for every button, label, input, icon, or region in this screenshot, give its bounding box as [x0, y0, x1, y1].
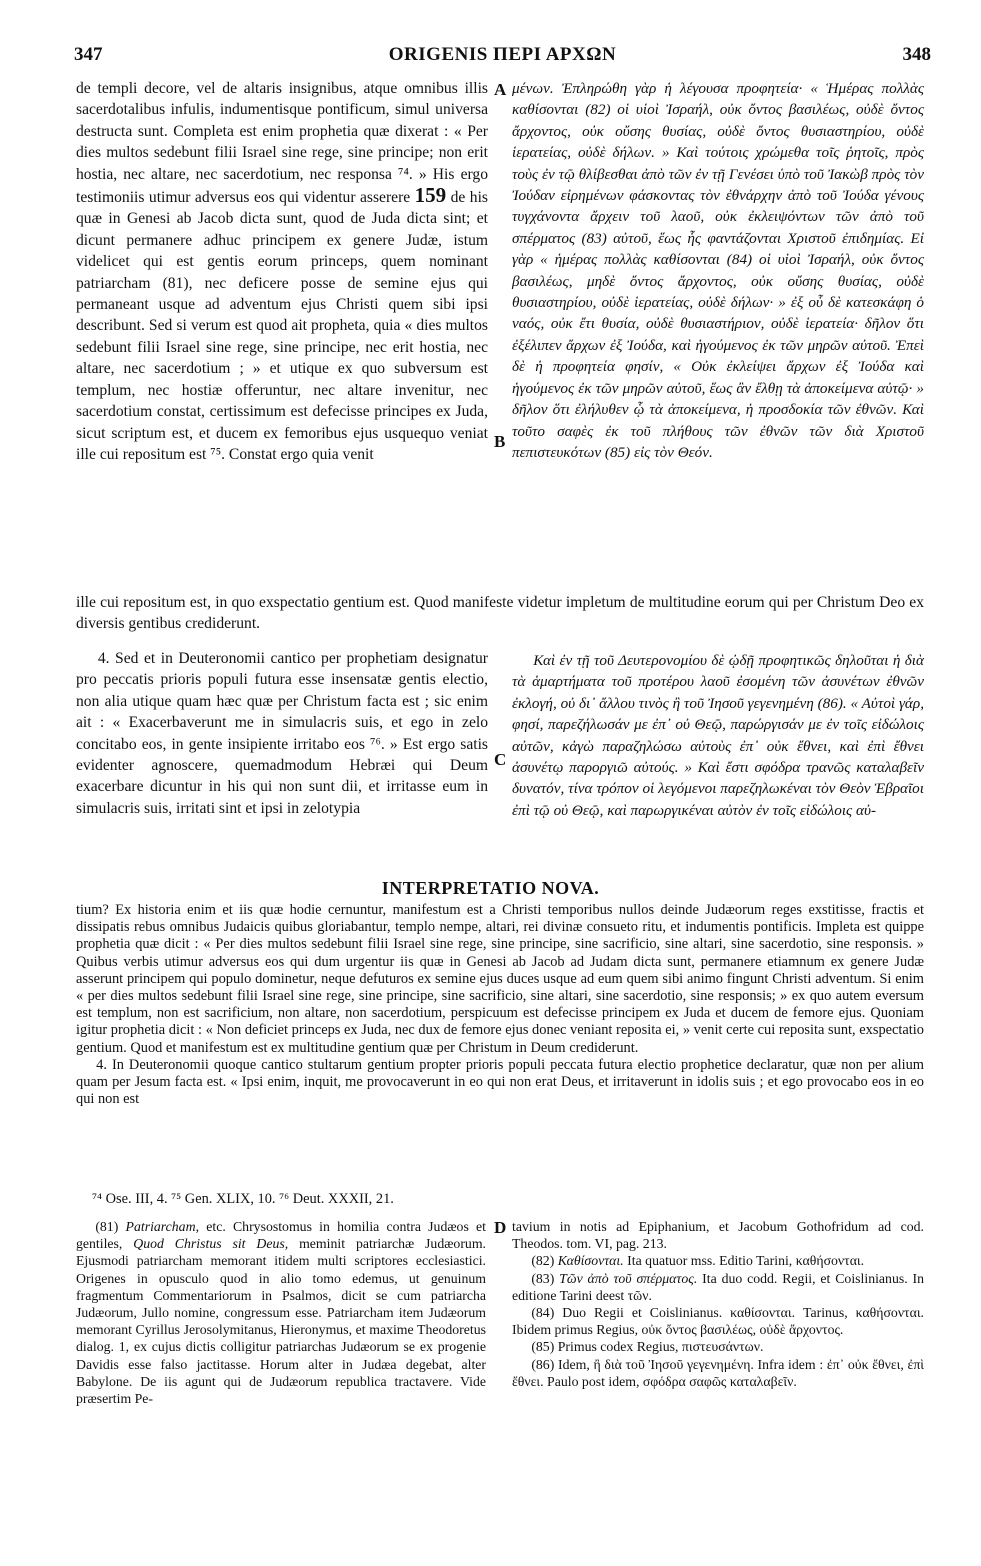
footnotes-left — [76, 1218, 486, 1407]
footnote-81-continued: tavium in notis ad Epiphanium, et Jacobum Gothofridum ad cod. Theodos. tom. VI, pag. 213. — [512, 1219, 924, 1252]
footnote-81 — [76, 1218, 486, 1407]
latin-text-part1: de templi decore, vel de altaris insignibus, atque omnibus illis sacerdotalibus infulis, indumentisque pontificum, simul universa destructa sunt. Completa est enim prophetia quæ dixerat : « Per dies multos sedebunt filii Israel sine rege, sine principe; non erit hostia, nec altare, nec sacerdotium, nec responsa ⁷⁴. » His ergo testimoniis utimur adversus eos qui videntur asserere — [76, 80, 488, 207]
footnote-82-label: (82) — [531, 1253, 555, 1269]
footnote-83 — [512, 1270, 924, 1304]
running-header — [74, 44, 931, 74]
running-title: ORIGENIS ΠΕΡΙ ΑΡΧΩΝ — [388, 44, 617, 65]
footnote-83-label: (83) — [531, 1270, 555, 1286]
section-marker-b: B — [494, 432, 506, 451]
footnote-82-word: Καθίσονται. — [557, 1253, 624, 1269]
page-number-left: 347 — [74, 44, 103, 65]
footnote-83-text: Ita duo codd. Regii, et Coislinianus. In editione Tarini deest τῶν. — [512, 1270, 925, 1303]
footnote-81-word: Patriarcham — [125, 1219, 196, 1234]
footnote-81-title: Quod Christus sit Deus, — [133, 1236, 289, 1252]
footnote-81-label: (81) — [95, 1219, 119, 1234]
greek-column-lower — [512, 650, 924, 821]
footnote-85: (85) Primus codex Regius, πιστευσάντων. — [531, 1339, 764, 1355]
footnote-81-text-a: , etc. Chrysostomus in homilia contra Judæos et gentiles, — [76, 1219, 486, 1252]
footnote-83-word: Τῶν ἀπὸ τοῦ σπέρματος. — [559, 1270, 698, 1286]
footnote-86: (86) Idem, ἢ διὰ τοῦ Ἰησοῦ γεγενημένη. Infra idem : ἐπ᾽ οὐκ ἔθνει, ἐπὶ ἔθνει. Paulo post idem, σφόδρα σαφῶς καταλαβεῖν. — [512, 1356, 924, 1389]
greek-paragraph-4: Καὶ ἐν τῇ τοῦ Δευτερονομίου δὲ ᾠδῇ προφητικῶς δηλοῦται ἡ διὰ τὰ ἁμαρτήματα τοῦ προτέρου λαοῦ ἐσομένη τῶν ἀσυνέτων ἐθνῶν ἐκλογή, οὐ δι᾽ ἄλλου τινὸς ἢ τοῦ Ἰησοῦ γεγενημένη (86). « Αὐτοὶ γάρ, φησί, παρεζήλωσάν με ἐπ᾽ οὐ Θεῷ, παρώργισάν με ἐν τοῖς εἰδώλοις αὐτῶν, κἀγὼ παραζηλώσω αὐτοὺς ἐπ᾽ οὐκ ἔθνει, καὶ ἐπὶ ἔθνει ἀσυνέτῳ παροργιῶ αὐτούς. » Καὶ ἔστι σφόδρα τρανῶς καταλαβεῖν δυνατόν, τίνα τρόπον οἱ λεγόμενοι παρεζηλωκέναι τὸν Θεὸν Ἑβραῖοι ἐπὶ τῷ οὐ Θεῷ, καὶ παρωργικέναι αὐτὸν ἐν τοῖς εἰδώλοις αὐ- — [512, 652, 924, 819]
interpretatio-paragraph-1: tium? Ex historia enim et iis quæ hodie cernuntur, manifestum est a Christi temporibus nullos deinde Judæorum reges exstitisse, fractis et dissipatis rebus omnibus Judaicis quibus gloriabantur, templo nempe, altari, rei divinæ consueto ritu, et indumentis pontificis. Impleta est quippe prophetia quæ dicit : « Per dies multos sedebunt filii Israel sine rege, sine principe, sine sacrificio, sine altari, sine sacerdotio, sine responsis. » Quibus verbis utimur adversus eos qui dum urgentur iis quæ in Genesi ab Jacob ad Judam dicta sunt, permanere etiamnum ex genere Judæ asserunt principem qui populo dominetur, neque defuturos ex semine ejus duces usque ad eum quem sibi animo fingunt Christi adventum. Si enim « per dies multos sedebunt filii Israel sine rege, sine principe, sine sacrificio, sine altari, sine sacerdotio, sine responsis; » ex quo autem eversum est templum, non est sacrificium, non altare, non sacerdotium, perspicuum est defecisse principem ex Juda et ducem de femore ejus. Quoniam igitur prophetia dicit : « Non deficiet princeps ex Juda, nec dux de femore ejus donec veniant reposita ei, » venit certe cui reposita sunt, exspectatio gentium. Quod et manifestum est ex multitudine gentium quæ per Christum in Deum crediderunt. — [76, 902, 924, 1056]
greek-column-upper: μένων. Ἐπληρώθη γὰρ ἡ λέγουσα προφητεία· « Ἡμέρας πολλὰς καθίσονται (82) οἱ υἱοὶ Ἰσραήλ, οὐκ ὄντος βασιλέως, οὐδὲ ὄντος ἄρχοντος, οὐκ οὔσης θυσίας, οὐδὲ ὄντος θυσιαστηρίου, οὐδὲ ἱερατείας, οὐδὲ δήλων. » Καὶ τούτοις χρώμεθα τοῖς ῥητοῖς, πρὸς τοὺς ἐν τῷ θλίβεσθαι ἀπὸ τῶν ἐν τῇ Γενέσει ὑπὸ τοῦ Ἰακὼβ πρὸς τὸν Ἰούδαν εἰρημένων φάσκοντας τὸν ἐθνάρχην ἀπὸ τοῦ Ἰούδα γένους τυγχάνοντα ἄρχειν τοῦ λαοῦ, οὐκ ἐκλειψόντων τῶν ἀπὸ τοῦ σπέρματος (83) αὐτοῦ, ἕως ἧς φαντάζονται Χριστοῦ ἐπιδημίας. Εἰ γὰρ « ἡμέρας πολλὰς καθίσονται (84) οἱ υἱοὶ Ἰσραήλ, οὐκ ὄντος βασιλέως, μηδὲ ὄντος ἄρχοντος, οὐκ οὔσης θυσίας, οὐδὲ θυσιαστηρίου, οὐδὲ ἱερατείας, οὐδὲ δήλων· » ἐξ οὗ δὲ κατεσκάφη ὁ ναός, οὐκ ἔτι θυσία, οὐδὲ θυσιαστήριον, οὐδὲ ἱερατεία· δῆλον ὅτι ἐξέλιπεν ἄρχων ἐξ Ἰούδα, καὶ ἡγούμενος ἐκ τῶν μηρῶν αὐτοῦ. Ἐπεὶ δὲ ἡ προφητεία φησίν, « Οὐκ ἐκλείψει ἄρχων ἐξ Ἰούδα καὶ ἡγούμενος ἐκ τῶν μηρῶν αὐτοῦ, ἕως ἂν ἔλθῃ τὰ ἀποκείμενα αὐτῷ· » δῆλον ὅτι ἐλήλυθεν ᾧ τὰ ἀποκείμενα, ἡ προσδοκία τῶν ἐθνῶν. Καὶ τοῦτο σαφὲς ἐκ τοῦ πλήθους τῶν ἐθνῶν τῶν διὰ Χριστοῦ πεπιστευκότων (85) εἰς τὸν Θεόν. — [512, 80, 924, 461]
footnote-82-text: Ita quatuor mss. Editio Tarini, καθήσονται. — [627, 1253, 865, 1269]
latin-paragraph-4: 4. Sed et in Deuteronomii cantico per prophetiam designatur pro peccatis prioris populi futura esse insensatæ gentis electio, non alia utique quam hæc quæ per Christum facta est ; sic enim ait : « Exacerbaverunt me in simulacris suis, et ego in zelo concitabo eos, in gente insipiente irritabo eos ⁷⁶. » Est ergo satis evidenter agnoscere, quemadmodum Hebræi qui Deum exacerbare dicuntur in his qui non sunt dii, et irritasse eum in simulacris suis, irritati sint et ipsi in zelotypia — [76, 650, 488, 817]
scripture-references: ⁷⁴ Ose. III, 4. ⁷⁵ Gen. XLIX, 10. ⁷⁶ Deut. XXXII, 21. — [92, 1191, 394, 1207]
full-width-line: ille cui repositum est, in quo exspectatio gentium est. Quod manifeste videtur impletum de multitudine eorum qui per Christum Deo ex diversis gentibus crediderunt. — [76, 594, 924, 632]
section-marker-c: C — [494, 750, 507, 769]
interpretatio-text — [76, 902, 924, 1108]
interpretatio-title: INTERPRETATIO NOVA. — [381, 878, 600, 898]
latin-column-lower — [76, 648, 488, 819]
footnote-82 — [512, 1252, 924, 1269]
section-marker-a: A — [494, 80, 507, 99]
page-number-right: 348 — [902, 44, 931, 65]
footnote-84: (84) Duo Regii et Coislinianus. καθίσονται. Tarinus, καθήσονται. Ibidem primus Regius, οὐκ ὄντος βασιλέως, οὐδὲ ἄρχοντος. — [512, 1305, 924, 1338]
latin-column-upper — [76, 78, 488, 465]
old-page-number: 159 — [414, 183, 447, 208]
section-marker-d: D — [494, 1218, 507, 1237]
footnotes-right — [512, 1218, 924, 1390]
footnote-81-text-b: meminit patriarchæ Judæorum. Ejusmodi patriarcham memorant itidem multi scriptores ecclesiastici. Origenes in opusculo quod in alio tomo edemus, ut genuinum fragmentum Commentariorum in Psalmos, dicit se cum patriarcha Judæorum, Jullo nomine, congressum esse. Patriarcham item Judæorum memorant Cyrillus Jerosolymitanus, Hieronymus, et maxime Theodoretus dialog. 1, ex cujus dictis colligitur patriarchas Judæorum se ex progenie Davidis esse falso jactitasse. Horum alter in Judæa degebat, alter Babylone. De iis agunt qui de Judæorum republica tractavere. Vide præsertim Pe- — [76, 1236, 486, 1407]
latin-text-part2: de his quæ in Genesi ab Jacob dicta sunt, quod de Juda dicta sint; et dicunt permanere adhuc principem ex genere Judæ, istum videlicet qui est gentis eorum princeps, quem nominant patriarcham (81), nec deficere posse de semine ejus qui permaneant usque ad adventum ejus Christi quem sibi ipsi describunt. Sed si verum est quod ait propheta, quia « dies multos sedebunt filii Israel sine rege, sine principe, nec erit hostia, nec altare, nec sacerdotium ; » et utique ex quo subversum est templum, nec hostiæ offeruntur, nec altare invenitur, nec sacerdotium constat, certissimum est defecisse principes ex Juda, sicut scriptum est, et ducem ex femoribus ejus usquequo veniat ille cui repositum est ⁷⁵. Constat ergo quia venit — [76, 189, 488, 463]
interpretatio-paragraph-2: 4. In Deuteronomii quoque cantico stultarum gentium propter prioris populi peccata futura electio prophetice declaratur, quæ non per alium quam per Jesum facta est. « Ipsi enim, inquit, me provocaverunt in eo qui non erat Deus, et irritaverunt in idolis suis ; et ego provocabo eos in eo qui non est — [76, 1056, 924, 1108]
